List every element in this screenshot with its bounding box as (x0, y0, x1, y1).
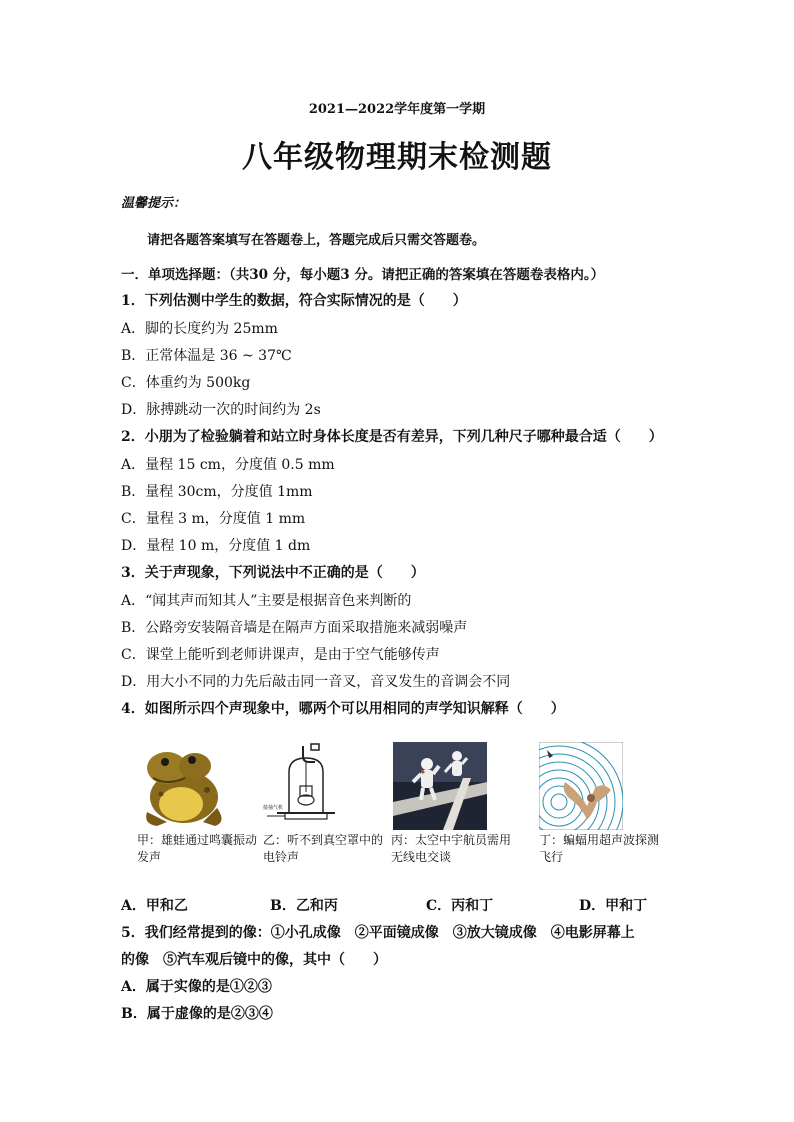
frog-figure (137, 742, 231, 830)
astronaut-figure (393, 742, 487, 830)
question-4-option-d: D．甲和丁 (579, 898, 648, 914)
question-5-option-b: B．属于虚像的是②③④ (121, 1006, 273, 1022)
tips-heading: 温馨提示： (121, 196, 187, 211)
bell-jar-figure (263, 742, 357, 830)
caption-frog: 甲：雄蛙通过鸣囊振动发声 (137, 833, 258, 864)
tips-body: 请把各题答案填写在答题卷上，答题完成后只需交答题卷。 (147, 233, 486, 248)
bat-figure (539, 742, 633, 830)
question-4-option-c: C．丙和丁 (426, 898, 494, 914)
question-1-option-d: D．脉搏跳动一次的时间约为 2s (121, 402, 321, 418)
question-1-option-c: C．体重约为 500kg (121, 375, 251, 391)
question-5-stem-line1: 5．我们经常提到的像：①小孔成像 ②平面镜成像 ③放大镜成像 ④电影屏幕上 (121, 925, 635, 941)
question-3-option-b: B．公路旁安装隔音墙是在隔声方面采取措施来减弱噪声 (121, 620, 468, 636)
caption-bell-jar: 乙：听不到真空罩中的电铃声 (263, 833, 384, 864)
question-5-stem-line2: 的像 ⑤汽车观后镜中的像，其中（ ） (121, 952, 387, 968)
caption-astronaut: 丙：太空中宇航员需用无线电交谈 (391, 833, 512, 864)
question-2-option-c: C．量程 3 m，分度值 1 mm (121, 511, 306, 527)
question-2-option-b: B．量程 30cm，分度值 1mm (121, 484, 313, 500)
school-year: 2021—2022学年度第一学期 (308, 102, 486, 117)
section-heading: 一．单项选择题：（共30 分，每小题3 分。请把正确的答案填在答题卷表格内。） (121, 267, 605, 283)
question-2-stem: 2．小朋为了检验躺着和站立时身体长度是否有差异，下列几种尺子哪种最合适（ ） (121, 429, 663, 445)
question-3-stem: 3．关于声现象，下列说法中不正确的是（ ） (121, 565, 425, 581)
question-2-option-a: A．量程 15 cm，分度值 0.5 mm (121, 457, 335, 473)
question-4-stem: 4．如图所示四个声现象中，哪两个可以用相同的声学知识解释（ ） (121, 701, 565, 717)
question-3-option-d: D．用大小不同的力先后敲击同一音叉，音叉发生的音调会不同 (121, 674, 511, 690)
question-5-option-a: A．属于实像的是①②③ (121, 979, 272, 995)
question-3-option-c: C．课堂上能听到老师讲课声，是由于空气能够传声 (121, 647, 440, 663)
question-1-option-b: B．正常体温是 36 ~ 37℃ (121, 348, 292, 364)
caption-bat: 丁：蝙蝠用超声波探测飞行 (539, 833, 660, 864)
question-3-option-a: A．“闻其声而知其人”主要是根据音色来判断的 (121, 593, 412, 609)
bell-jar-label: 接抽气机 (263, 805, 284, 811)
question-1-option-a: A．脚的长度约为 25mm (121, 321, 278, 337)
question-2-option-d: D．量程 10 m，分度值 1 dm (121, 538, 311, 554)
question-4-option-a: A．甲和乙 (121, 898, 188, 914)
question-1-stem: 1．下列估测中学生的数据，符合实际情况的是（ ） (121, 293, 467, 309)
exam-title: 八年级物理期末检测题 (242, 140, 552, 175)
question-4-option-b: B．乙和丙 (270, 898, 338, 914)
